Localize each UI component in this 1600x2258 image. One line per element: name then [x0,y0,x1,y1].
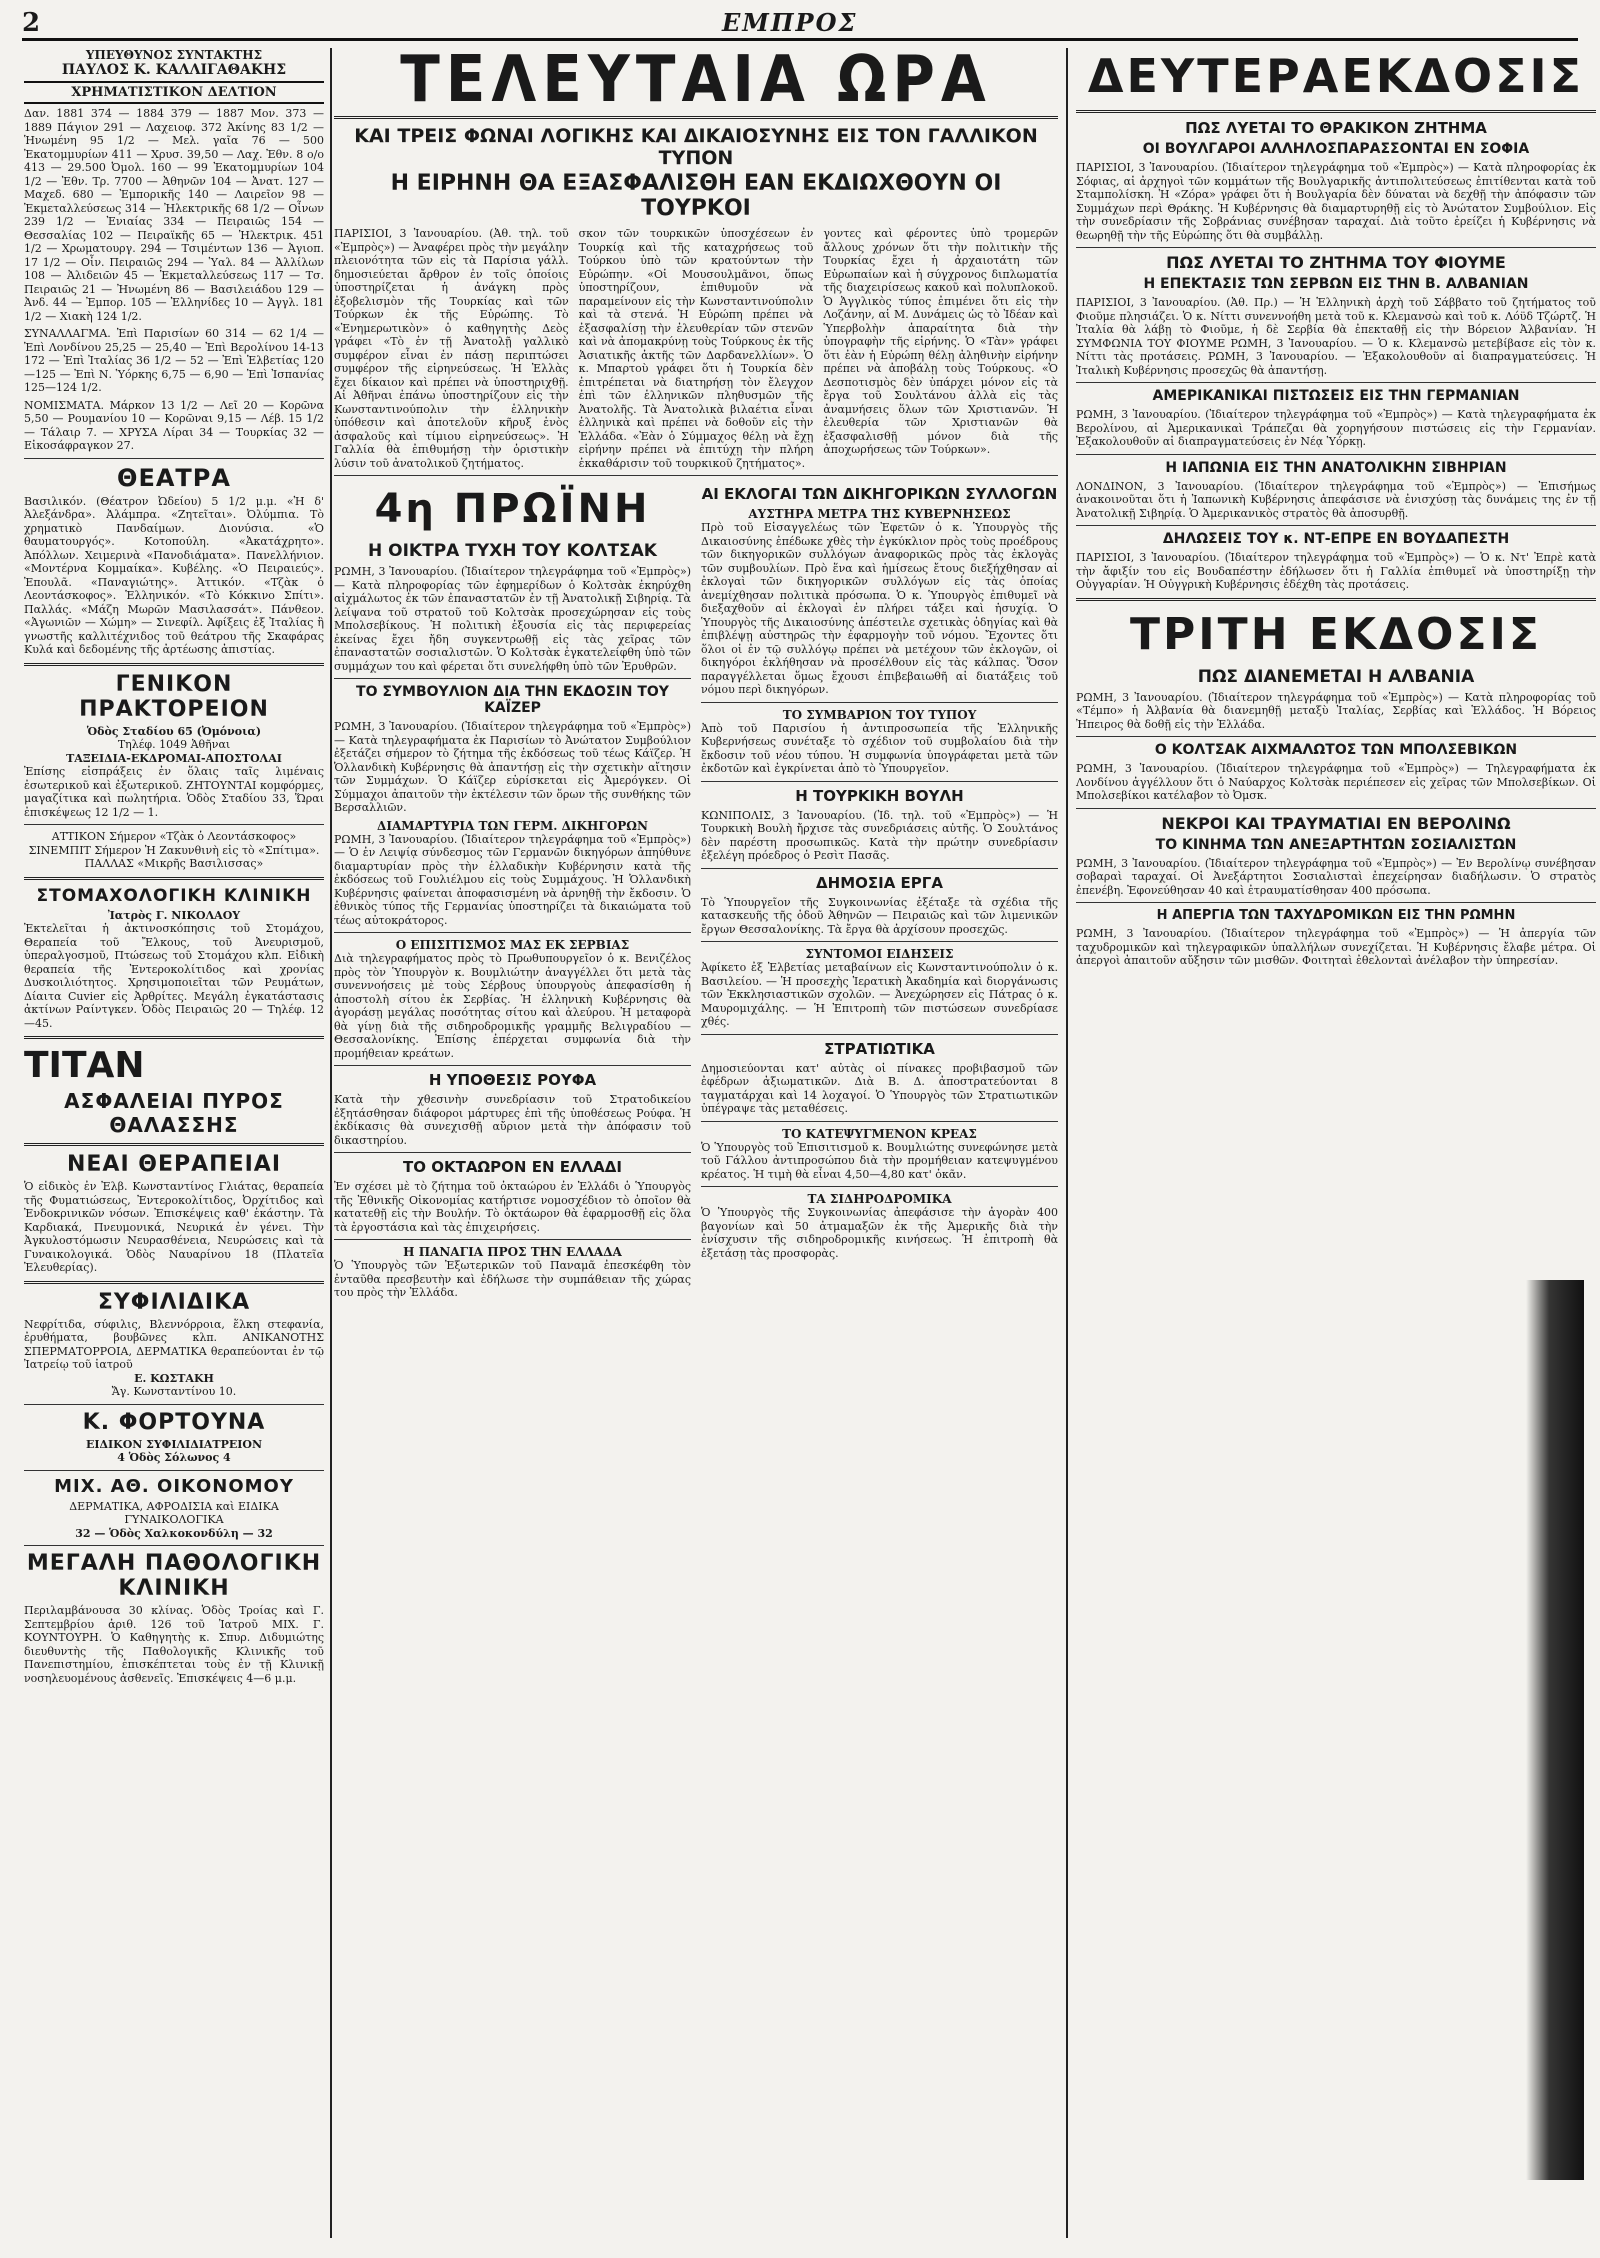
main-subheadline: ΚΑΙ ΤΡΕΙΣ ΦΩΝΑΙ ΛΟΓΙΚΗΣ ΚΑΙ ΔΙΚΑΙΟΣΥΝΗΣ ΕΙΣ ΤΟΝ ΓΑΛΛΙΚΟΝ ΤΥΠΟΝ [354,125,1038,169]
fortuna-title: Κ. ΦΟΡΤΟΥΝΑ [82,1409,266,1435]
koltsak-title: Η ΟΙΚΤΡΑ ΤΥΧΗ ΤΟΥ ΚΟΛΤΣΑΚ [368,541,657,561]
office-title: ΓΕΝΙΚΟΝ ΠΡΑΚΤΟΡΕΙΟΝ [79,671,269,722]
main-headline: Η ΕΙΡΗΝΗ ΘΑ ΕΞΑΣΦΑΛΙΣΘΗ ΕΑΝ ΕΚΔΙΩΧΘΟΥΝ ΟΙ ΤΟΥΡΚΟΙ [390,171,1002,221]
syphilis-doctor: Ε. ΚΩΣΤΑΚΗ [134,1371,214,1385]
office-text: Ἐπίσης εἰσπράξεις ἐν ὅλαις ταῖς λιμέναις ἐσωτερικοῦ καὶ ἐξωτερικοῦ. ΖΗΤΟΥΝΤΑΙ κομφόρμες, μαγαζίτικα καὶ πωλητήρια. Ὁδὸς Σταδίου 33, Ὥραι ἐπισκέψεως 12 1/2 — 1. [24,765,324,819]
coins-text: ΝΟΜΙΣΜΑΤΑ. Μάρκον 13 1/2 — Λεῖ 20 — Κορῶνα 5,50 — Ρουμανίου 10 — Κορῶναι 9,15 — Λέβ. 15 1/2 — Τάλαιρ 7. — ΧΡΥΣΑ Λίραι 34 — Τουρκίας 32 — Εἰκοσάφραγκον 27. [24,398,324,452]
editor-name: ΠΑΥΛΟΣ Κ. ΚΑΛΛΙΓΑΘΑΚΗΣ [61,62,287,78]
works-text: Τὸ Ὑπουργεῖον τῆς Συγκοινωνίας ἐξέταξε τὰ σχέδια τῆς κατασκευῆς τῆς ὁδοῦ Ἀθηνῶν — Πειραιῶς καὶ τῶν λιμενικῶν ἔργων Θεσσαλονίκης. Τὰ ἔργα θὰ ἀρχίσουν προσεχῶς. [701,895,1058,936]
ink-damage [1526,1280,1584,2180]
strike-title: Η ΑΠΕΡΓΙΑ ΤΩΝ ΤΑΧΥΔΡΟΜΙΚΩΝ ΕΙΣ ΤΗΝ ΡΩΜΗΝ [1156,908,1516,923]
thrace-sub: ΟΙ ΒΟΥΛΓΑΡΟΙ ΑΛΛΗΛΟΣΠΑΡΑΣΣΟΝΤΑΙ ΕΝ ΣΟΦΙΑ [1142,141,1530,157]
third-edition-banner: ΤΡΙΤΗ ΕΚΔΟΣΙΣ [1130,608,1542,660]
lower-main [334,481,1058,1300]
works-title: ΔΗΜΟΣΙΑ ΕΡΓΑ [816,873,943,892]
lead-story [334,227,1058,470]
prwini-banner: 4η ΠΡΩΪΝΗ [374,486,651,532]
eight-title: ΤΟ ΟΚΤΑΩΡΟΝ ΕΝ ΕΛΛΑΔΙ [403,1158,622,1176]
clinic-doctor: Ἰατρὸς Γ. ΝΙΚΟΛΑΟΥ [107,908,241,922]
masthead: ΕΜΠΡΟΣ [722,8,858,37]
patho-title: ΜΕΓΑΛΗ ΠΑΘΟΛΟΓΙΚΗ ΚΛΙΝΙΚΗ [26,1551,322,1601]
kaiser-title: ΤΟ ΣΥΜΒΟΥΛΙΟΝ ΔΙΑ ΤΗΝ ΕΚΔΟΣΙΝ ΤΟΥ ΚΑΪΖΕΡ [356,684,669,716]
usa-title: ΑΜΕΡΙΚΑΝΙΚΑΙ ΠΙΣΤΩΣΕΙΣ ΕΙΣ ΤΗΝ ΓΕΡΜΑΝΙΑΝ [1152,388,1520,404]
theatres-text: Βασιλικόν. (Θέατρον Ὠδείου) 5 1/2 μ.μ. «Ἡ δ' Ἀλεξάνδρα». Ἀλάμπρα. «Ζητεῖται». Ὀλύμπια. Τὸ χρηματικὸ Πανδαίμων. Διονύσια. «Ὁ θαυματουργός». Κοτοπούλη. «Ἀκατάχρητο». Ἀπόλλων. Χειμερινὰ «Πανοδιάματα». Πανελλήνιον. «Μοντέρνα Κομμαίκα». Κυβέλης. «Ὁ Πειραιεύς». Ἐπουλᾶ. «Παναγιώτης». Ἀττικόν. «Τζὰκ ὁ Λεοντάσκοφος». Ἑλληνικόν. «Τὸ Κόκκινο Σπίτι». Παλλάς. «Μάζη Μωρῶν Μασιλασσάτ». Πάνθεον. «Ἀγωνιῶν — Χώμη» — Σινεφίλ. Ἀφίξεις ἐξ Ἰταλίας ἢ γνωστῆς καλλιτέχνιδος τοῦ θεάτρου τῆς Σκαφάρας Κυλά καὶ δεδομένης τῆς ἀρτέωσης ἀπιστίας. [24,494,324,656]
turkish-title: Η ΤΟΥΡΚΙΚΗ ΒΟΥΛΗ [795,786,964,805]
syphilis-addr: Ἄγ. Κωνσταντίνου 10. [111,1385,237,1398]
japan-text: ΛΟΝΔΙΝΟΝ, 3 Ἰανουαρίου. (Ἰδιαίτερον τηλεγράφημα τοῦ «Ἐμπρὸς») — Ἐπισήμως ἀνακοινοῦται ὅτι ἡ Ἰαπωνικὴ Κυβέρνησις ἀπεφάσισε νὰ ἐνισχύσῃ τὰς δυνάμεις της ἐν τῇ Ἀνατολικῇ Σιβηρίᾳ. Ὁ Ἀμερικανικὸς στρατὸς θὰ ἀποσυρθῇ. [1076,479,1596,520]
right-column [1066,48,1596,2238]
deschanel-text: ΠΑΡΙΣΙΟΙ, 3 Ἰανουαρίου. (Ἰδιαίτερον τηλεγράφημα τοῦ «Ἐμπρὸς») — Ὁ κ. Ντ' Ἐπρὲ κατὰ τὴν ἄφιξίν του εἰς Βουδαπέστην ἐδήλωσεν ὅτι ἡ Γαλλία ἐπιθυμεῖ νὰ ὑποστηρίξῃ τὴν Οὐγγαρίαν. Ἡ Οὐγγρικὴ Κυβέρνησις ἐδέχθη τὰς προτάσεις. [1076,551,1596,591]
page-header [22,8,1578,41]
rouf-text: Κατὰ τὴν χθεσινὴν συνεδρίασιν τοῦ Στρατοδικείου ἐξητάσθησαν διάφοροι μάρτυρες ἐπὶ τῆς ὑποθέσεως Ρούφα. Ἡ ἐκδίκασις θὰ συνεχισθῇ αὔριον μετὰ τὴν ἀπόφασιν τοῦ δικαστηρίου. [334,1093,691,1147]
thrace-title: ΠΩΣ ΛΥΕΤΑΙ ΤΟ ΘΡΑΚΙΚΟΝ ΖΗΤΗΜΑ [1185,119,1487,137]
attikon-text: ΑΤΤΙΚΟΝ Σήμερον «Τζὰκ ὁ Λεοντάσκοφος» ΣΙΝΕΜΠΙΤ Σήμερον Ἡ Ζακυνθινὴ εἰς τὸ «Σπίτιμα». ΠΑΛΛΑΣ «Μικρῆς Βασιλισσας» [28,830,320,870]
briefs-title: ΣΥΝΤΟΜΟΙ ΕΙΔΗΣΕΙΣ [805,947,954,961]
thrace-text: ΠΑΡΙΣΙΟΙ, 3 Ἰανουαρίου. (Ἰδιαίτερον τηλεγράφημα τοῦ «Ἐμπρὸς») — Κατὰ πληροφορίας ἐκ Σόφιας, αἱ ἀρχηγοὶ τῶν κομμάτων τῆς Βουλγαρικῆς ἀντιπολιτεύσεως ἐπιτίθενται κατὰ τοῦ Σταμπολίσκη. Ἡ «Ζόρα» γράφει ὅτι ἡ Βουλγαρία δὲν δύναται νὰ δεχθῇ τὴν ἀπόφασιν τῶν Συμμάχων περὶ Θράκης. Ἡ Κυβέρνησις θὰ διαμαρτυρηθῇ εἰς τὸ Ἀνώτατον Συμβούλιον. Εἰς τὴν συνεδρίασιν τῆς Σοβράνιας συνέβησαν ταραχαί. Διὰ τοῦτο ἐρείζει ἡ Κυβέρνησις νὰ θεωρηθῇ τὴν τῆς Εὐρώπης ὅτι θὰ συμβάλλῃ. [1076,161,1596,242]
oikonomou-sub: ΔΕΡΜΑΤΙΚΑ, ΑΦΡΟΔΙΣΙΑ καὶ ΕΙΔΙΚΑ ΓΥΝΑΙΚΟΛΟΓΙΚΑ [69,1499,279,1526]
elections-sub: ΑΥΣΤΗΡΑ ΜΕΤΡΑ ΤΗΣ ΚΥΒΕΡΝΗΣΕΩΣ [748,507,1011,521]
fog-title: ΤΟ ΣΥΜΒΑΡΙΟΝ ΤΟΥ ΤΥΠΟΥ [782,707,977,722]
turkish-text: ΚΩΝΙΠΟΛΙΣ, 3 Ἰανουαρίου. (Ἰδ. τηλ. τοῦ «Ἐμπρὸς») — Ἡ Τουρκικὴ Βουλὴ ἤρχισε τὰς συνεδριάσεις αὐτῆς. Ὁ Σουλτάνος δὲν παρέστη προσωπικῶς. Κατὰ τὴν πρώτην συνεδρίασιν ἐξελέγη πρόεδρος ὁ Ρεσὶτ Πασᾶς. [701,808,1058,862]
meat-text: Ὁ Ὑπουργὸς τοῦ Ἐπισιτισμοῦ κ. Βουμλιώτης συνεφώνησε μετὰ τοῦ Γάλλου ἀντιπροσώπου διὰ τὴν προμήθειαν κατεψυγμένου κρέατος. Ἡ τιμὴ θὰ εἶναι 4,50—4,80 κατ' ὀκᾶν. [701,1140,1058,1181]
therapies-text: Ὁ εἰδικὸς ἐν Ἐλβ. Κωνσταντίνος Γλιάτας, θεραπεία τῆς Φυματιώσεως, Ἐντεροκολίτιδος, Ὀρχίτιδος καὶ Ἐνδοκρινικῶν νόσων. Ἐπισκέψεις καθ' ἑκάστην. Τὰ Καρδιακά, Πνευμονικά, Νευρικά ἐν γένει. Τὴν Ἀγκυλοστόμωσιν Νευρασθένεια, Νευρώσεις καὶ τὰ Γυναικολογικά. Ὁδὸς Ναυαρίνου 18 (Πλατεῖα Ἐλευθερίας). [24,1180,324,1274]
therapies-title: ΝΕΑΙ ΘΕΡΑΠΕΙΑΙ [66,1152,282,1177]
office-address: Ὁδὸς Σταδίου 65 (Ὀμόνοια) [86,724,262,738]
office-phone: Τηλέφ. 1049 Ἀθῆναι [117,738,231,751]
oikonomou-addr: 32 — Ὁδὸς Χαλκοκονδύλη — 32 [75,1526,273,1540]
fog-text: Ἀπὸ τοῦ Παρισίου ἡ ἀντιπροσωπεία τῆς Ἑλληνικῆς Κυβερνήσεως συνέταξε τὸ σχέδιον τοῦ συμβολαίου διὰ τὴν ἔκδοσιν τοῦ νέου τύπου. Ἡ συμφωνία ὑπογράφεται μετὰ τῶν ἐκδοτῶν καὶ ἐγκρίνεται ἀπὸ τὸ Ὑπουργεῖον. [701,721,1058,775]
stock-text: Δαν. 1881 374 — 1884 379 — 1887 Μον. 373 — 1889 Πάγιον 291 — Λαχειοφ. 372 Ἀκίνης 83 1/2 — Ἡνωμένη 95 1/2 — Μελ. γαῖα 76 — 500 Ἐκατομμυρίων 411 — Χρυσ. 39,50 — Λαχ. Ἐθν. 8 ο/ο 413 — 29.500 Ὀμολ. 160 — 99 Ἐκατομμυρίων 104 1/2 — Ἐθν. Τρ. 7700 — Ἀθηνῶν 104 — Ἀνατ. 127 — Μαχεδ. 680 — Ἐμπορικῆς 140 — Λαιρεῖον 98 — Ἐκμεταλλεύσεως 314 — Ἠλεκτρικῆς 68 1/2 — Οἶνων 239 1/2 — Ἐνιαίας 334 — Πειραιῶς 154 — Θεσσαλίας 102 — Πειραϊκῆς 65 — Ἠλεκτρικ. 451 1/2 — Χρωματουργ. 294 — Τσιμέντων 136 — Ἀγιοπ. 17 1/2 — Οἶν. Πειραιῶς 294 — Ὑαλ. 84 — Ἀλλίλων 108 — Ἀλιδειῶν 45 — Ἐκμεταλλεύσεως 117 — Τσ. Πειραιῶς 21 — Ἠνωμένη 86 — Βασιλειάδου 129 — Ἀνδ. 44 — Ἐμπορ. 105 — Ἑλληνίδες 10 — Ἀγγλ. 181 1/2 — Χιακὴ 124 1/2. [24,107,324,323]
fortuna-addr: 4 Ὁδὸς Σόλωνος 4 [117,1451,231,1464]
lower-main-left [334,481,691,1300]
berlin-title: ΝΕΚΡΟΙ ΚΑΙ ΤΡΑΥΜΑΤΙΑΙ ΕΝ ΒΕΡΟΛΙΝΩ [1161,813,1511,833]
fiume-title: ΠΩΣ ΛΥΕΤΑΙ ΤΟ ΖΗΤΗΜΑ ΤΟΥ ΦΙΟΥΜΕ [1166,253,1506,272]
left-column [24,48,332,2238]
berlin-text: ΡΩΜΗ, 3 Ἰανουαρίου. (Ἰδιαίτερον τηλεγράφημα τοῦ «Ἐμπρὸς») — Ἐν Βερολίνῳ συνέβησαν σοβαραὶ ταραχαί. Οἱ Ἀνεξάρτητοι Σοσιαλισταὶ ἐπεχείρησαν διαδήλωσιν. Ὁ στρατὸς ἐπενέβη. Ἐφονεύθησαν 40 καὶ ἐτραυματίσθησαν 400 πρόσωπα. [1076,856,1596,897]
main-banner: ΤΕΛΕΥΤΑΙΑ ΩΡΑ [400,48,992,117]
kaiser-text: ΡΩΜΗ, 3 Ἰανουαρίου. (Ἰδιαίτερον τηλεγράφημα τοῦ «Ἐμπρὸς») — Κατὰ τηλεγραφήματα ἐκ Παρισίων τὸ Ἀνώτατον Συμβούλιον ἐξετάζει σήμερον τὸ ζήτημα τῆς ἐκδόσεως τοῦ τέως Κάϊζερ. Ἡ Ὁλλανδικὴ Κυβέρνησις θὰ ἀπαντήσῃ εἰς τὴν σχετικὴν αἴτησιν τῶν Συμμάχων. Ὁ Κάϊζερ εὑρίσκεται εἰς Ἀμερόγκεν. Οἱ Σύμμαχοι ἀπαιτοῦν τὴν ἐκτέλεσιν τῶν ὅρων τῆς συνθήκης τῶν Βερσαλλιῶν. [334,720,691,814]
deschanel-title: ΔΗΛΩΣΕΙΣ ΤΟΥ κ. ΝΤ-ΕΠΡΕ ΕΝ ΒΟΥΔΑΠΕΣΤΗ [1162,531,1510,547]
lead-col-c: γοντες καὶ φέροντες ὑπὸ τρομερῶν ἄλλους χρόνων ὅτι τὴν πολιτικὴν τῆς Τουρκίας ἔχει ἡ ἀρχαιοτάτη τῶν Εὐρωπαίων καὶ ἡ σύγχρονος διπλωματία τῆς διαχειρίσεως κακοῦ καὶ πολυπλοκοῦ. Ὁ Ἀγγλικὸς τύπος ἐπιμένει ὅτι εἰς τὴν Λοζάνην, αἱ Μ. Δυνάμεις ὡς τὸ Ἰδέαν καὶ Ὑπερβολὴν ἀπαραίτητα διὰ τὴν ὑπογραφὴν τῆς εἰρήνης. Ὁ «Τὰν» γράφει ὅτι ἐὰν ἡ Εὐρώπη θέλῃ ἀληθινὴν εἰρήνην πρέπει νὰ ἀποβάλῃ τοὺς Τούρκους. «Ὁ Δεσποτισμὸς δὲν ὑπάρχει μόνον εἰς τὰ ἔργα τοῦ Σουλτάνου ἀλλὰ εἰς τὰς ἀναμνήσεις ὅλων τῶν Χριστιανῶν. Ἡ ἐλευθερία τῶν Χριστιανῶν θὰ ἐξασφαλισθῇ μόνον διὰ τῆς ἀποχωρήσεως τῶν Τούρκων». [823,227,1058,456]
clinic-text: Ἐκτελεῖται ἡ ἀκτινοσκόπησις τοῦ Στομάχου, Θεραπεία τοῦ Ἔλκους, τοῦ Ἀνευρισμοῦ, ὑπεραλγοσμοῦ, Πτώσεως τοῦ Στομάχου κλπ. Εἰδικὴ θεραπεία τῆς Ἐντεροκολίτιδος καὶ χρονίας Δυσκοιλιότητος. Χρησιμοποιεῖται τῶν Ρευμάτων, Δίαιτα Cuvier εἰς Ἀρθρίτες. Μεγάλη ἐγκατάστασις ἀκτίνων Ραίντγκεν. Ὁδὸς Πειραιῶς 20 — Τηλέφ. 12—45. [24,922,324,1030]
page-number: 2 [22,8,41,38]
syphilis-text: Νεφρίτιδα, σύφιλις, Βλεννόρροια, ἕλκη στεφανία, ἐρυθήματα, βουβῶνες κλπ. ΑΝΙΚΑΝΟΤΗΣ ΣΠΕΡΜΑΤΟΡΡΟΙΑ, ΔΕΡΜΑΤΙΚΑ θεραπεύονται ἐν τῷ Ἰατρείῳ τοῦ ἰατροῦ [24,1317,324,1371]
syphilis-title: ΣΥΦΙΛΙΔΙΚΑ [97,1289,251,1315]
theatres-title: ΘΕΑΤΡΑ [117,463,231,492]
bolshevik-text: ΡΩΜΗ, 3 Ἰανουαρίου. (Ἰδιαίτερον τηλεγράφημα τοῦ «Ἐμπρὸς») — Τηλεγραφήματα ἐκ Λονδίνου ἀγγέλλουν ὅτι ὁ Ναύαρχος Κολτσὰκ περιέπεσεν εἰς χεῖρας τῶν Μπολσεβίκων. Οἱ Μπολσεβίκοι κατέλαβον τὸ Ὀμσκ. [1076,762,1596,802]
koltsak-text: ΡΩΜΗ, 3 Ἰανουαρίου. (Ἰδιαίτερον τηλεγράφημα τοῦ «Ἐμπρὸς») — Κατὰ πληροφορίας τῶν ἐφημερίδων ὁ Κολτσὰκ ἐκηρύχθη αἰχμάλωτος ἐκ τῶν ἐπαναστατῶν ἐν τῇ Ἀνατολικῇ Σιβηρίᾳ. Τὰ λείψανα τοῦ στρατοῦ τοῦ Κολτσὰκ προσεχώρησαν εἰς τοὺς Μπολσεβίκους. Ἡ πολιτικὴ ἐξουσία εἰς τὰς περιφερείας ἐκείνας ἔχει ἤδη συγκεντρωθῇ εἰς τὰς χεῖρας τῶν ἐπαναστατῶν σοσιαλιστῶν. Ὁ Κολτσὰκ ἐγκατελείφθη ὑπὸ τῶν συμμάχων του καὶ φέρεται ὅτι συνελήφθη ὑπὸ τῶν Ἐρυθρῶν. [334,565,691,673]
patho-text: Περιλαμβάνουσα 30 κλίνας. Ὁδὸς Τροίας καὶ Γ. Σεπτεμβρίου ἀριθ. 126 τοῦ Ἰατροῦ ΜΙΧ. Γ. ΚΟΥΝΤΟΥΡΗ. Ὁ Καθηγητὴς κ. Σπυρ. Διδυμιώτης διευθυντὴς τῆς Παθολογικῆς Κλινικῆς τοῦ Πανεπιστημίου, ἐπισκέπτεται τοὺς ἐν τῇ Κλινικῇ νοσηλευομένους ἀσθενεῖς. Ἐπισκέψεις 4—6 μ.μ. [24,1604,324,1685]
vienna-title: Η ΠΑΝΑΓΙΑ ΠΡΟΣ ΤΗΝ ΕΛΛΑΔΑ [403,1245,622,1259]
rail-text: Ὁ Ὑπουργὸς τῆς Συγκοινωνίας ἀπεφάσισε τὴν ἀγορὰν 400 βαγονίων καὶ 50 ἀτμαμαξῶν ἐκ τῆς Ἀμερικῆς διὰ τὴν ἐνίσχυσιν τῆς σιδηροδρομικῆς κινήσεως. Ἡ ἐπιτροπὴ θὰ ἐξετάσῃ τὰς προσφορὰς. [701,1206,1058,1260]
berlin-sub: ΤΟ ΚΙΝΗΜΑ ΤΩΝ ΑΝΕΞΑΡΤΗΤΩΝ ΣΟΣΙΑΛΙΣΤΩΝ [1155,836,1517,853]
rouf-title: Η ΥΠΟΘΕΣΙΣ ΡΟΥΦΑ [428,1071,597,1089]
military-title: ΣΤΡΑΤΙΩΤΙΚΑ [824,1039,935,1058]
fortuna-sub: ΕΙΔΙΚΟΝ ΣΥΦΙΛΙΔΙΑΤΡΕΙΟΝ [85,1437,263,1451]
main-columns [334,48,1058,2238]
vienna-text: Ὁ Ὑπουργὸς τῶν Ἐξωτερικῶν τοῦ Παναμᾶ ἐπεσκέφθη τὸν ἐνταῦθα πρεσβευτὴν καὶ ἐδήλωσε τὴν συμπάθειαν τῆς χώρας του πρὸς τὴν Ἑλλάδα. [334,1259,691,1299]
titan-sub: ΑΣΦΑΛΕΙΑΙ ΠΥΡΟΣ ΘΑΛΑΣΣΗΣ [64,1089,284,1137]
epirus-title: Ο ΕΠΙΣΙΤΙΣΜΟΣ ΜΑΣ ΕΚ ΣΕΡΒΙΑΣ [395,938,630,952]
titan-title: ΤΙΤΑΝ [24,1045,145,1086]
exchange-text: ΣΥΝΑΛΛΑΓΜΑ. Ἐπὶ Παρισίων 60 314 — 62 1/4 — Ἐπὶ Λονδίνου 25,25 — 25,40 — Ἐπὶ Βερολίνου 14-13 172 — Ἐπὶ Ἰταλίας 36 1/2 — 52 — Ἐπὶ Ἑλβετίας 120—125 — Ἐπὶ Ν. Ὑόρκης 6,75 — 6,90 — Ἐπὶ Ἰσπανίας 125—124 1/2. [24,327,324,394]
editor-label: ΥΠΕΥΘΥΝΟΣ ΣΥΝΤΑΚΤΗΣ [85,48,263,62]
germany-title: ΔΙΑΜΑΡΤΥΡΙΑ ΤΩΝ ΓΕΡΜ. ΔΙΚΗΓΟΡΩΝ [377,818,648,833]
eight-text: Ἐν σχέσει μὲ τὸ ζήτημα τοῦ ὀκταώρου ἐν Ἑλλάδι ὁ Ὑπουργὸς τῆς Ἐθνικῆς Οἰκονομίας κατήρτισε νομοσχέδιον τὸ ὁποῖον θὰ κατατεθῇ εἰς τὴν Βουλήν. Τὸ ὀκτάωρον θὰ ἐφαρμοσθῇ εἰς ὅλα τὰ ἐργοστάσια καὶ τὰς ἐπιχειρήσεις. [334,1180,691,1234]
bolshevik-title: Ο ΚΟΛΤΣΑΚ ΑΙΧΜΑΛΩΤΟΣ ΤΩΝ ΜΠΟΛΣΕΒΙΚΩΝ [1154,742,1518,758]
stock-title: ΧΡΗΜΑΤΙΣΤΙΚΟΝ ΔΕΛΤΙΟΝ [24,81,324,104]
lead-col-a: ΠΑΡΙΣΙΟΙ, 3 Ἰανουαρίου. (Ἀθ. τηλ. τοῦ «Ἐμπρὸς») — Ἀναφέρει πρὸς τὴν μεγάλην πλειονότητα τῶν εἰς τὰ Παρίσια γάλλ. δημοσιεύεται ἄρθρον ἐν τοῖς ὁποίοις ὑποστηρίζεται ἡ ἀνάγκη πρὸς ἐξοβελισμὸν τῆς Τουρκίας καὶ τῶν Τούρκων ἐκ τῆς Εὐρώπης. Τὸ «Ἐνημερωτικὸν» ὁ καθηγητὴς Δεὸς γράφει «Τὸ ἐν τῇ Ἀνατολῇ γαλλικὸ συμφέρον εἶναι ἐν πάσῃ περιπτώσει συμφέρον τῆς εἰρηνεύσεως. Ἡ Ἑλλὰς ἔχει δίκαιον καὶ πρέπει νὰ ὑποστηριχθῇ. Αἱ Ἀθῆναι ἐπάνω ὑποστηρίζουν εἰς τὴν Κωνσταντινούπολιν τὴν ἑλληνικὴν ὑπόθεσιν καὶ ἀποτελοῦν κῆρυξ ἑνὸς ἀσφαλοῦς καὶ τίμιου εἰρηνεύσεως». Ἡ Γαλλία θὰ ἐπιθυμήσῃ τὴν ὁριστικὴν λύσιν τοῦ ἀνατολικοῦ ζητήματος. [334,227,569,470]
second-edition-banner: ΔΕΥΤΕΡΑΕΚΔΟΣΙΣ [1087,49,1585,103]
fiume-text: ΠΑΡΙΣΙΟΙ, 3 Ἰανουαρίου. (Ἀθ. Πρ.) — Ἡ Ἑλληνικὴ ἀρχὴ τοῦ Σάββατο τοῦ ζητήματος τοῦ Φιοῦμε πλησιάζει. Ὁ κ. Νίττι συνεννοήθη μετὰ τοῦ κ. Κλεμανσὼ καὶ τοῦ κ. Λόϋδ Τζώρτζ. Ἡ Ἰταλία θὰ λάβῃ τὸ Φιοῦμε, ἡ δὲ Σερβία θὰ ἐπεκταθῇ εἰς τὴν Βόρειον Ἀλβανίαν. Ἡ ΣΥΜΦΩΝΙΑ ΤΟΥ ΦΙΟΥΜΕ ΡΩΜΗ, 3 Ἰανουαρίου. — Ὁ κ. Κλεμανσὼ μετεβίβασε εἰς τὸν κ. Νίττι τὰς προτάσεις. ΡΩΜΗ, 3 Ἰανουαρίου. — Ἐξακολουθοῦν αἱ διαπραγματεύσεις. Ἡ Ἰταλικὴ Κυβέρνησις προσεχῶς θὰ ἀπαντήσῃ. [1076,296,1596,377]
albania-text: ΡΩΜΗ, 3 Ἰανουαρίου. (Ἰδιαίτερον τηλεγράφημα τοῦ «Ἐμπρὸς») — Κατὰ πληροφορίας τοῦ «Τέμπο» ἡ Ἀλβανία θὰ διανεμηθῇ μεταξὺ Ἰταλίας, Σερβίας καὶ Ἑλλάδος. Ἡ Βόρειος Ἠπειρος θὰ δοθῇ εἰς τὴν Ἑλλάδα. [1076,690,1596,731]
usa-text: ΡΩΜΗ, 3 Ἰανουαρίου. (Ἰδιαίτερον τηλεγράφημα τοῦ «Ἐμπρὸς») — Κατὰ τηλεγραφήματα ἐκ Βερολίνου, αἱ Ἀμερικανικαὶ Τράπεζαι θὰ χορηγήσουν πιστώσεις εἰς τὴν Γερμανίαν. Ἐξακολουθοῦν αἱ διαπραγματεύσεις ἐν Νέᾳ Ὑόρκῃ. [1076,408,1596,448]
rail-title: ΤΑ ΣΙΔΗΡΟΔΡΟΜΙΚΑ [807,1192,952,1206]
clinic-title: ΣΤΟΜΑΧΟΛΟΓΙΚΗ ΚΛΙΝΙΚΗ [36,885,312,906]
albania-title: ΠΩΣ ΔΙΑΝΕΜΕΤΑΙ Η ΑΛΒΑΝΙΑ [1197,666,1475,687]
lead-col-b: σκον τῶν τουρκικῶν ὑποσχέσεων ἐν Τουρκίᾳ καὶ τῆς καταχρήσεως τοῦ Τούρκου ὑπὸ τῶν κρατούντων τὴν Εὐρώπην. «Οἱ Μουσουλμᾶνοι, ὅπως ὑποστηρίζουν, ἐπιθυμοῦν νὰ παραμείνουν εἰς τὴν Κωνσταντινούπολιν καὶ τὰ στενά. Ἡ Εὐρώπη πρέπει νὰ ἐξασφαλίσῃ τὴν ἐλευθερίαν τῶν στενῶν καὶ νὰ ἀπομακρύνῃ τοὺς Τούρκους ἐκ τῆς Ἀσιατικῆς ἀκτῆς τῶν Δαρδανελλίων». Ὁ κ. Μπαρτοὺ γράφει ὅτι ἡ Τουρκία δὲν ἐπιτρέπεται νὰ διατηρήσῃ τὸν ἔλεγχον ἐπὶ τῶν ἑλληνικῶν πληθυσμῶν τῆς Ἀνατολῆς. Τὰ Ἀνατολικὰ βιλαέτια εἶναι ἑλληνικὰ καὶ πρέπει νὰ δοθοῦν εἰς τὴν Ἑλλάδα. «Ἐὰν ὁ Σύμμαχος θέλῃ νὰ ἔχῃ εἰρήνην πρέπει νὰ ἐπιτύχῃ τὴν πλήρη ἐκκαθάρισιν τοῦ τουρκικοῦ ζητήματος». [578,227,814,470]
briefs-text: Ἀφίκετο ἐξ Ἑλβετίας μεταβαίνων εἰς Κωνσταντινούπολιν ὁ κ. Βασιλείου. — Ἡ προσεχὴς Ἱερατικὴ Ἀκαδημία καὶ διοργάνωσις τῶν Ἐκκλησιαστικῶν σχολῶν. — Ἀνεχώρησεν εἰς Πάτρας ὁ κ. Μαυρομιχάλης. — Ἡ Ἐπιτροπὴ τῶν πιστώσεων συνεδρίασε χθές. [701,961,1058,1028]
office-sub: ΤΑΞΕΙΔΙΑ-ΕΚΔΡΟΜΑΙ-ΑΠΟΣΤΟΛΑΙ [66,751,282,765]
lower-main-right [701,481,1058,1300]
japan-title: Η ΙΑΠΩΝΙΑ ΕΙΣ ΤΗΝ ΑΝΑΤΟΛΙΚΗΝ ΣΙΒΗΡΙΑΝ [1165,459,1507,476]
oikonomou-title: ΜΙΧ. ΑΘ. ΟΙΚΟΝΟΜΟΥ [54,1475,294,1497]
fiume-sub: Η ΕΠΕΚΤΑΣΙΣ ΤΩΝ ΣΕΡΒΩΝ ΕΙΣ ΤΗΝ Β. ΑΛΒΑΝΙΑΝ [1143,276,1529,292]
meat-title: ΤΟ ΚΑΤΕΨΥΓΜΕΝΟΝ ΚΡΕΑΣ [782,1126,977,1141]
germany-text: ΡΩΜΗ, 3 Ἰανουαρίου. (Ἰδιαίτερον τηλεγράφημα τοῦ «Ἐμπρὸς») — Ὁ ἐν Λειψίᾳ σύνδεσμος τῶν Γερμανῶν δικηγόρων ἀπηύθυνε διαμαρτυρίαν πρὸς τὴν ἑλλαδικὴν Κυβέρνησιν κατὰ τῆς ἐκδόσεως τοῦ Γουλιέλμου εἰς τοὺς Συμμάχους. Ἡ Ὁλλανδικὴ Κυβέρνησις φαίνεται ἀποφασισμένη νὰ ἀρνηθῇ τὴν ἔκδοσιν. Ὁ ἐθνικὸς τύπος τῆς Γερμανίας ὑποστηρίζει τὰ δικαιώματα τοῦ τέως αὐτοκράτορος. [334,832,691,927]
military-text: Δημοσιεύονται κατ' αὐτὰς οἱ πίνακες προβιβασμοῦ τῶν ἐφέδρων ἀξιωματικῶν. Διὰ Β. Δ. ἀποστρατεύονται 8 ταγματάρχαι καὶ 14 λοχαγοί. Ὁ Ὑπουργὸς τῶν Στρατιωτικῶν ὑπέγραψε τὰς μεταθέσεις. [701,1061,1058,1115]
elections-text: Πρὸ τοῦ Εἰσαγγελέως τῶν Ἐφετῶν ὁ κ. Ὑπουργὸς τῆς Δικαιοσύνης ἐπέδωκε χθὲς τὴν ἐγκύκλιον πρὸς τοὺς προέδρους τῶν δικηγορικῶν συλλόγων ἀναφορικῶς πρὸς τὰς ἐκλογὰς τῶν συμβουλίων. Πρὸ ἕνα καὶ ἡμίσεως ἔτους διεξήχθησαν αἱ ἐκλογαὶ τῶν δικηγορικῶν συλλόγων εἰς τὰς ὁποίας ἀνεμίχθησαν πολιτικὰ πρόσωπα. Ὁ κ. Ὑπουργὸς ἐπιθυμεῖ νὰ διεξαχθοῦν αἱ ἐκλογαὶ ἐν πλήρει τάξει καὶ ἡσυχίᾳ. Ὁ Ὑπουργὸς τῆς Δικαιοσύνης ἀπέστειλε σχετικὰς ὁδηγίας καὶ θὰ ἐπιβλέψῃ αὐστηρῶς τὴν ἐφαρμογὴν τοῦ νόμου. Ἔχοντες ὅτι ὅλοι οἱ ἐν τῷ συλλόγῳ πρέπει νὰ μετέχουν τῶν ἐκλογῶν, οἱ δικηγόροι ἐκλήθησαν νὰ προσέλθουν εἰς τὰς κάλπας. Ὅσον παραγγέλλεται ὅμως ἔχουσι ἐπιβεβαιωθῆ αἱ διατάξεις τοῦ νόμου περὶ δικηγόρων. [701,521,1058,696]
elections-title: ΑΙ ΕΚΛΟΓΑΙ ΤΩΝ ΔΙΚΗΓΟΡΙΚΩΝ ΣΥΛΛΟΓΩΝ [701,485,1058,503]
strike-text: ΡΩΜΗ, 3 Ἰανουαρίου. (Ἰδιαίτερον τηλεγράφημα τοῦ «Ἐμπρὸς») — Ἡ ἀπεργία τῶν ταχυδρομικῶν καὶ τηλεγραφικῶν ὑπαλλήλων συνεχίζεται. Ἡ Κυβέρνησις ἔλαβε μέτρα. Οἱ ἀπεργοὶ ἀπαιτοῦν αὔξησιν τῶν μισθῶν. Φοιτηταὶ ἐθελονταὶ ἀνέλαβον τὴν ὑπηρεσίαν. [1076,927,1596,967]
epirus-text: Διὰ τηλεγραφήματος πρὸς τὸ Πρωθυπουργεῖον ὁ κ. Βενιζέλος πρὸς τὸν Ὑπουργὸν κ. Βουμλιώτην ἀναγγέλλει ὅτι μετὰ τὰς συνεννοήσεις μὲ τοὺς Σέρβους ὑπουργοὺς ἀπεφασίσθη ἡ ἀποστολὴ σίτου ἐκ Σερβίας. Ἡ ἑλληνικὴ Κυβέρνησις θὰ ἀγοράσῃ μεγάλας ποσότητας σίτου καὶ ἀλεύρου. Ἡ μεταφορὰ θὰ γίνῃ διὰ τῆς σιδηροδρομικῆς γραμμῆς Βελιγραδίου — Θεσσαλονίκης. Ἐπίσης ἐπέρχεται συμφωνία διὰ τὴν προμήθειαν κρεάτων. [334,952,691,1060]
